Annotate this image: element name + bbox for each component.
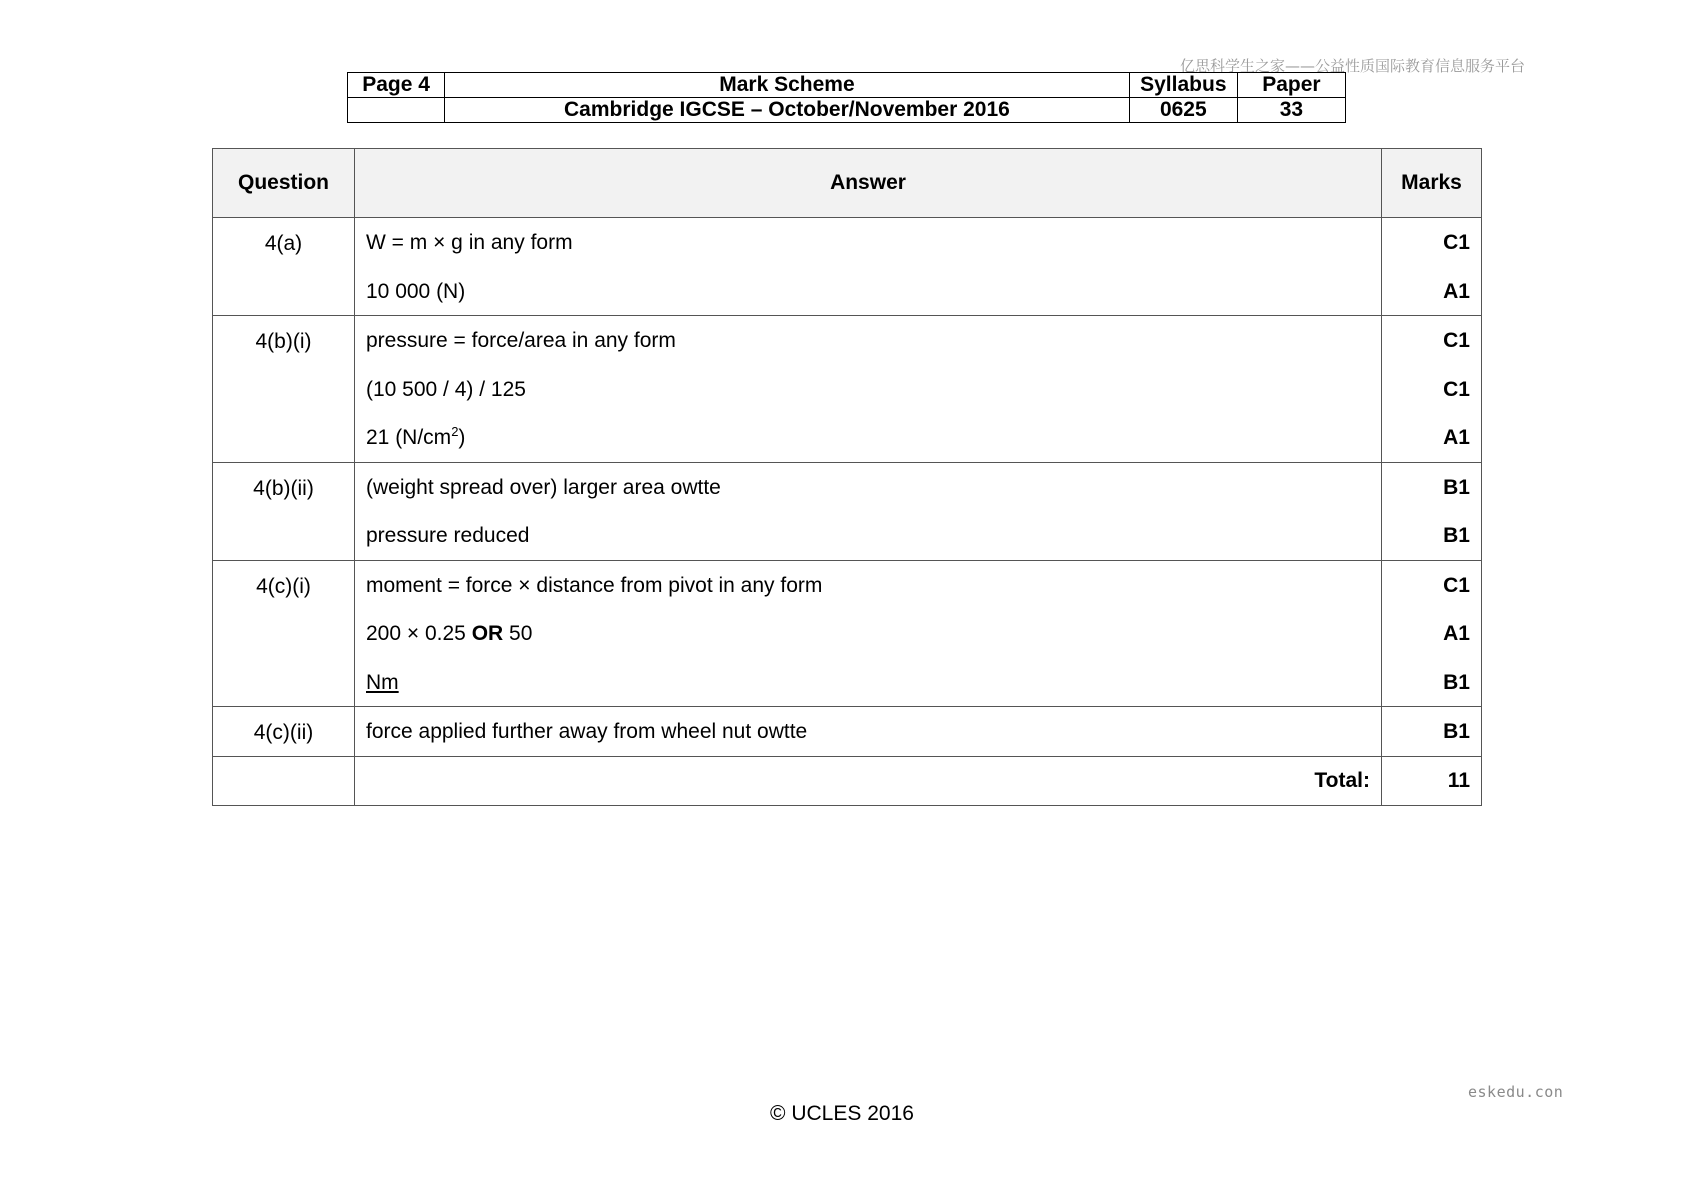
document-title: Mark Scheme xyxy=(445,73,1130,98)
marks-header: Marks xyxy=(1382,149,1482,218)
superscript: 2 xyxy=(451,424,459,439)
answer-line: 10 000 (N) xyxy=(366,279,466,303)
syllabus-value: 0625 xyxy=(1129,98,1237,123)
document-subtitle: Cambridge IGCSE – October/November 2016 xyxy=(445,98,1130,123)
answer-line: pressure = force/area in any form xyxy=(366,329,676,352)
marks-cell xyxy=(1382,462,1482,560)
answer-line: (weight spread over) larger area owtte xyxy=(366,475,721,499)
footer-copyright: © UCLES 2016 xyxy=(770,1102,914,1125)
marks-cell xyxy=(1382,560,1482,707)
page-label: Page 4 xyxy=(348,73,445,98)
mark-value: C1 xyxy=(1443,231,1470,254)
mark-value: A1 xyxy=(1443,279,1470,303)
answer-header: Answer xyxy=(355,149,1382,218)
answer-line: (10 500 / 4) / 125 xyxy=(366,377,526,401)
syllabus-label: Syllabus xyxy=(1129,73,1237,98)
marks-cell xyxy=(1382,707,1482,757)
mark-value: A1 xyxy=(1443,622,1470,645)
marks-cell xyxy=(1382,218,1482,316)
mark-value: C1 xyxy=(1443,329,1470,352)
mark-value: B1 xyxy=(1443,524,1470,547)
paper-value: 33 xyxy=(1237,98,1345,123)
answer-underlined-text: Nm xyxy=(366,670,399,694)
total-value: 11 xyxy=(1382,756,1482,805)
mark-scheme-table xyxy=(212,148,1482,806)
answer-text: 200 × 0.25 xyxy=(366,622,472,645)
mark-value: B1 xyxy=(1443,475,1470,499)
question-cell: 4(c)(i) xyxy=(213,560,355,707)
paper-label: Paper xyxy=(1237,73,1345,98)
mark-value: C1 xyxy=(1443,377,1470,401)
total-label: Total: xyxy=(355,756,1382,805)
question-header: Question xyxy=(213,149,355,218)
header-table xyxy=(347,72,1346,123)
table-row xyxy=(213,560,1482,707)
answer-cell xyxy=(355,218,1382,316)
mark-value: A1 xyxy=(1443,426,1470,449)
question-cell: 4(c)(ii) xyxy=(213,707,355,757)
question-cell: 4(b)(ii) xyxy=(213,462,355,560)
question-cell: 4(b)(i) xyxy=(213,316,355,463)
answer-line xyxy=(366,658,1381,707)
table-row xyxy=(213,462,1482,560)
answer-line: moment = force × distance from pivot in any form xyxy=(366,573,823,597)
answer-line: pressure reduced xyxy=(366,524,530,547)
marks-cell xyxy=(1382,316,1482,463)
answer-text: 21 (N/cm xyxy=(366,426,452,449)
answer-line xyxy=(366,413,1381,462)
answer-cell xyxy=(355,560,1382,707)
mark-value: C1 xyxy=(1443,573,1470,597)
table-row xyxy=(213,707,1482,757)
answer-cell xyxy=(355,462,1382,560)
question-cell: 4(a) xyxy=(213,218,355,316)
mark-value: B1 xyxy=(1443,720,1470,743)
answer-line: force applied further away from wheel nut owtte xyxy=(366,720,808,743)
table-row xyxy=(213,316,1482,463)
total-row xyxy=(213,756,1482,805)
empty-cell xyxy=(213,756,355,805)
answer-text: 50 xyxy=(503,622,533,645)
answer-bold-text: OR xyxy=(471,622,504,645)
watermark-bottom: eskedu.con xyxy=(1468,1083,1564,1101)
answer-text: ) xyxy=(458,426,466,449)
answer-cell xyxy=(355,316,1382,463)
answer-line: W = m × g in any form xyxy=(366,231,573,254)
watermark-top: 亿思科学生之家——公益性质国际教育信息服务平台 xyxy=(1180,57,1526,75)
answer-cell xyxy=(355,707,1382,757)
mark-value: B1 xyxy=(1443,670,1470,694)
empty-cell xyxy=(348,98,445,123)
table-row xyxy=(213,218,1482,316)
answer-line xyxy=(366,609,1381,658)
